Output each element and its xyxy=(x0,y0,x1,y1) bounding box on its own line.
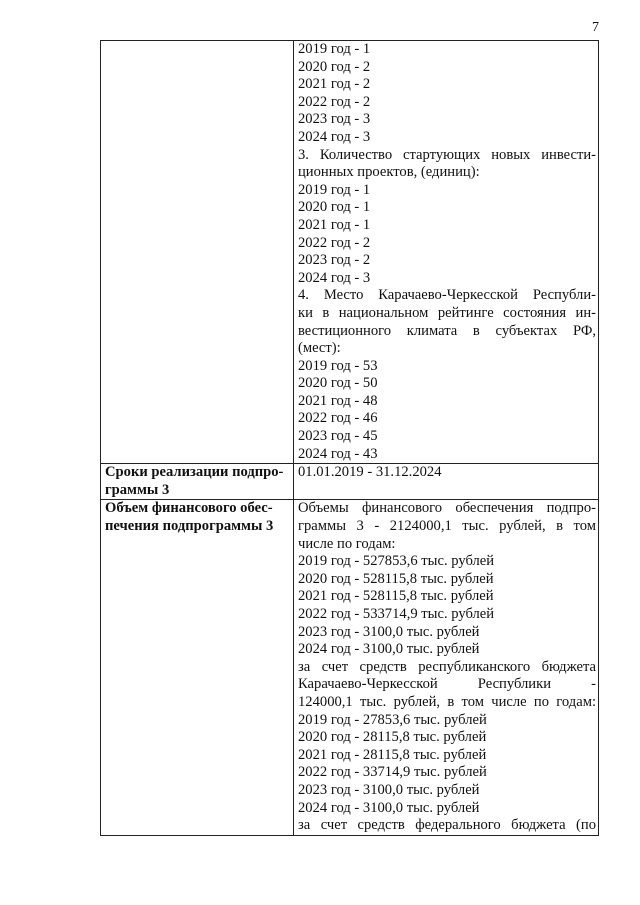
value-line: 2023 год - 3 xyxy=(298,111,371,128)
value-line: (мест): xyxy=(298,340,341,357)
value-line: 2020 год - 1 xyxy=(298,199,371,216)
value-line: 2021 год - 1 xyxy=(298,216,371,233)
value-line: 2022 год - 2 xyxy=(298,93,371,110)
row-label-cell xyxy=(101,41,294,464)
row-label-cell xyxy=(101,464,294,500)
page-number: 7 xyxy=(592,20,599,35)
value-line: числе по годам: xyxy=(298,535,396,552)
row-value-cell xyxy=(294,464,599,500)
row-value-cell xyxy=(294,500,599,835)
value-line: 2019 год - 27853,6 тыс. рублей xyxy=(298,711,487,728)
table-row xyxy=(101,41,599,464)
row-label-line: Сроки реализации подпро- xyxy=(105,464,284,481)
value-line: граммы 3 - 2124000,1 тыс. рублей, в том xyxy=(298,518,596,535)
table-row xyxy=(101,464,599,500)
row-label-line: граммы 3 xyxy=(105,481,170,498)
value-line: 01.01.2019 - 31.12.2024 xyxy=(298,464,442,481)
value-line: 2024 год - 3100,0 тыс. рублей xyxy=(298,641,480,658)
value-line: 2020 год - 50 xyxy=(298,375,378,392)
table-body xyxy=(101,41,599,836)
value-line: 2019 год - 1 xyxy=(298,41,371,57)
value-line: 2024 год - 3 xyxy=(298,128,371,145)
value-line: Объемы финансового обеспечения подпро- xyxy=(298,500,596,517)
row-value-cell xyxy=(294,41,599,464)
value-line: 124000,1 тыс. рублей, в том числе по годам: xyxy=(298,693,596,710)
subprogram-passport-table xyxy=(100,40,599,836)
value-line: 2023 год - 45 xyxy=(298,428,378,445)
value-line: 2022 год - 33714,9 тыс. рублей xyxy=(298,764,487,781)
value-line: 2024 год - 3100,0 тыс. рублей xyxy=(298,799,480,816)
value-line: 2023 год - 3100,0 тыс. рублей xyxy=(298,623,480,640)
value-line: 2020 год - 528115,8 тыс. рублей xyxy=(298,570,494,587)
table-row xyxy=(101,500,599,835)
value-line: 3. Количество стартующих новых инвести- xyxy=(298,146,596,163)
value-line: вестиционного климата в субъектах РФ, xyxy=(298,322,596,339)
value-line: 2022 год - 46 xyxy=(298,410,378,427)
value-line: за счет средств федерального бюджета (по xyxy=(298,817,596,834)
value-line: Карачаево-Черкесской Республики - xyxy=(298,676,596,693)
row-label-line: Объем финансового обес- xyxy=(105,500,273,517)
value-line: 2022 год - 2 xyxy=(298,234,371,251)
value-line: за счет средств республиканского бюджета xyxy=(298,658,596,675)
value-line: 2021 год - 528115,8 тыс. рублей xyxy=(298,588,494,605)
value-line: ки в национальном рейтинге состояния ин- xyxy=(298,304,596,321)
value-line: 2023 год - 3100,0 тыс. рублей xyxy=(298,781,480,798)
row-label-cell xyxy=(101,500,294,835)
value-line: 2019 год - 53 xyxy=(298,357,378,374)
value-line: 2020 год - 28115,8 тыс. рублей xyxy=(298,729,487,746)
value-line: 2023 год - 2 xyxy=(298,252,371,269)
value-line: 2021 год - 48 xyxy=(298,392,378,409)
value-line: 2019 год - 527853,6 тыс. рублей xyxy=(298,553,495,570)
value-line: ционных проектов, (единиц): xyxy=(298,164,480,181)
value-line: 2021 год - 2 xyxy=(298,76,371,93)
value-line: 2022 год - 533714,9 тыс. рублей xyxy=(298,606,495,622)
value-line: 4. Место Карачаево-Черкесской Республи- xyxy=(298,287,596,304)
value-line: 2021 год - 28115,8 тыс. рублей xyxy=(298,746,487,763)
value-line: 2024 год - 43 xyxy=(298,445,378,462)
row-label-line: печения подпрограммы 3 xyxy=(105,518,274,535)
value-line: 2019 год - 1 xyxy=(298,181,371,198)
value-line: 2024 год - 3 xyxy=(298,269,371,286)
value-line: 2020 год - 2 xyxy=(298,58,371,75)
